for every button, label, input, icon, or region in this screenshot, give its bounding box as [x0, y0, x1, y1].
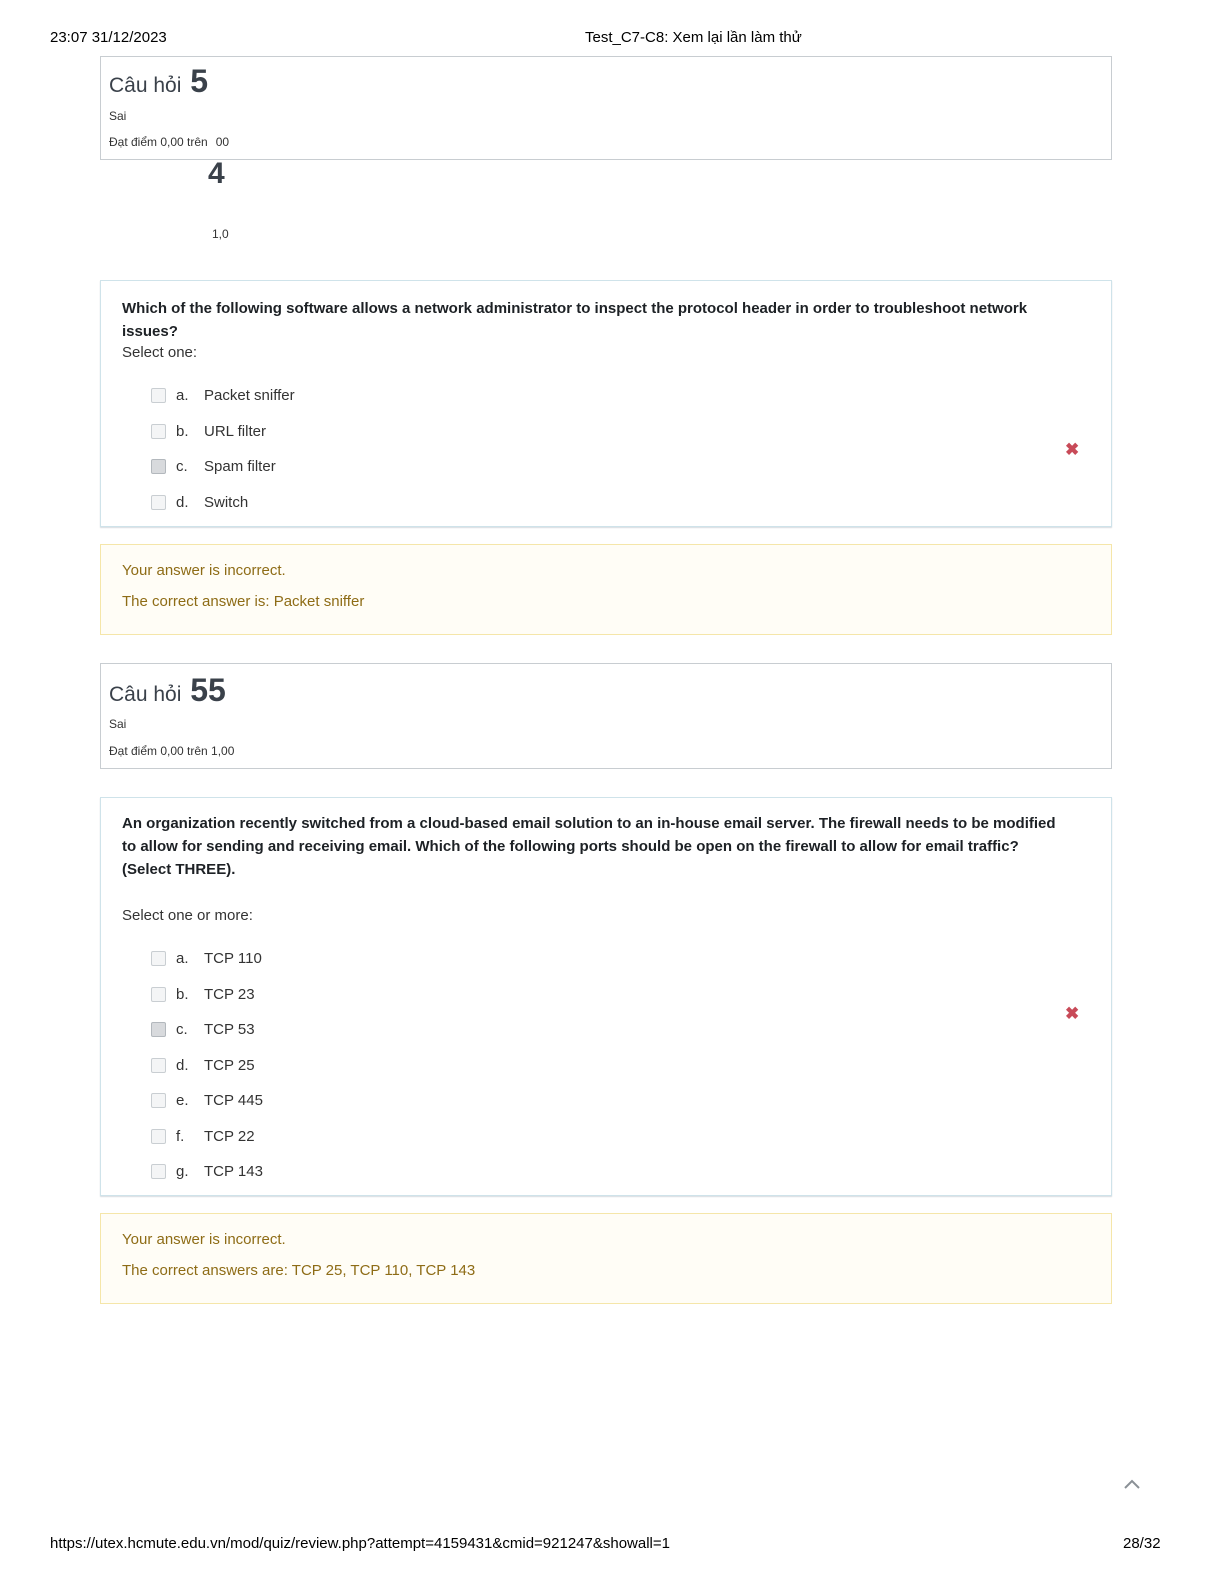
- option-letter: c.: [176, 1020, 188, 1038]
- option-checkbox[interactable]: [151, 1164, 166, 1179]
- option-text: TCP 22: [204, 1127, 255, 1145]
- option-text: TCP 143: [204, 1162, 263, 1180]
- option-letter: a.: [176, 949, 189, 967]
- question-title: [109, 65, 208, 97]
- grade-max-overflow: 1,0: [212, 227, 229, 241]
- option-text: TCP 110: [204, 949, 262, 967]
- option-d[interactable]: [151, 1055, 255, 1075]
- option-b[interactable]: [151, 421, 266, 441]
- question-number: 5: [190, 63, 209, 99]
- option-checkbox[interactable]: [151, 1129, 166, 1144]
- question-state: Sai: [109, 109, 127, 123]
- question-number: 55: [190, 672, 226, 708]
- option-letter: c.: [176, 457, 188, 475]
- grade-text: Đạt điểm 0,00 trên: [109, 135, 208, 149]
- option-checkbox[interactable]: [151, 1058, 166, 1073]
- question-title: [109, 674, 226, 706]
- option-text: Switch: [204, 493, 249, 511]
- option-a[interactable]: [151, 948, 262, 968]
- print-page-number: 28/32: [1123, 1535, 1161, 1552]
- chevron-up-icon[interactable]: [1122, 1474, 1142, 1494]
- option-b[interactable]: [151, 984, 255, 1004]
- question-info-a: [100, 56, 1112, 160]
- option-c[interactable]: [151, 1019, 255, 1039]
- option-g[interactable]: [151, 1161, 263, 1181]
- question-text: Which of the following software allows a network administrator to inspect the protocol header in order to troubleshoot network issues?: [122, 300, 1028, 340]
- select-prompt: Select one:: [122, 344, 198, 361]
- option-text: Packet sniffer: [204, 386, 295, 404]
- feedback-correct-answer: The correct answer is: Packet sniffer: [122, 593, 365, 610]
- question-number-overflow: 4: [208, 157, 225, 190]
- option-letter: d.: [176, 493, 189, 511]
- option-checkbox[interactable]: [151, 1093, 166, 1108]
- option-letter: b.: [176, 422, 189, 440]
- option-checkbox-checked[interactable]: [151, 1022, 166, 1037]
- option-text: URL filter: [204, 422, 266, 440]
- feedback-status: Your answer is incorrect.: [122, 1231, 286, 1248]
- option-text: TCP 25: [204, 1056, 255, 1074]
- feedback-status: Your answer is incorrect.: [122, 562, 286, 579]
- option-checkbox[interactable]: [151, 388, 166, 403]
- question-state: Sai: [109, 717, 127, 731]
- option-letter: g.: [176, 1162, 189, 1180]
- question-info-b: [100, 663, 1112, 769]
- question-content-b: [100, 797, 1112, 1196]
- option-a[interactable]: [151, 385, 295, 405]
- x-mark-icon: ✖: [1065, 440, 1080, 459]
- option-text: TCP 23: [204, 985, 255, 1003]
- select-prompt: Select one or more:: [122, 907, 253, 924]
- option-letter: d.: [176, 1056, 189, 1074]
- question-content-a: [100, 280, 1112, 527]
- print-url: https://utex.hcmute.edu.vn/mod/quiz/review.php?attempt=4159431&cmid=921247&showall=1: [50, 1535, 670, 1552]
- feedback-a: [100, 544, 1112, 635]
- option-checkbox[interactable]: [151, 987, 166, 1002]
- question-label: Câu hỏi: [109, 683, 182, 706]
- question-grade: [109, 135, 229, 149]
- feedback-b: [100, 1213, 1112, 1304]
- print-page-title: Test_C7-C8: Xem lại lần làm thử: [585, 29, 802, 46]
- option-text: TCP 53: [204, 1020, 255, 1038]
- option-e[interactable]: [151, 1090, 263, 1110]
- option-letter: e.: [176, 1091, 189, 1109]
- option-c[interactable]: [151, 456, 276, 476]
- feedback-correct-answer: The correct answers are: TCP 25, TCP 110, TCP 143: [122, 1262, 476, 1279]
- question-label: Câu hỏi: [109, 74, 182, 97]
- option-checkbox[interactable]: [151, 495, 166, 510]
- option-checkbox-checked[interactable]: [151, 459, 166, 474]
- option-d[interactable]: [151, 492, 248, 512]
- option-f[interactable]: [151, 1126, 255, 1146]
- option-text: Spam filter: [204, 457, 276, 475]
- option-letter: f.: [176, 1127, 185, 1145]
- grade-clipped: 00: [215, 135, 230, 149]
- x-mark-icon: ✖: [1065, 1004, 1080, 1023]
- print-datetime: 23:07 31/12/2023: [50, 29, 167, 46]
- option-letter: a.: [176, 386, 189, 404]
- option-text: TCP 445: [204, 1091, 263, 1109]
- question-text: An organization recently switched from a cloud-based email solution to an in-house email server. The firewall needs to be modified to allow for sending and receiving email. Which of the following ports should be open on the firewall to allow for email traffic? (Select THREE).: [122, 815, 1056, 878]
- question-grade: Đạt điểm 0,00 trên 1,00: [109, 744, 235, 758]
- option-checkbox[interactable]: [151, 951, 166, 966]
- option-letter: b.: [176, 985, 189, 1003]
- option-checkbox[interactable]: [151, 424, 166, 439]
